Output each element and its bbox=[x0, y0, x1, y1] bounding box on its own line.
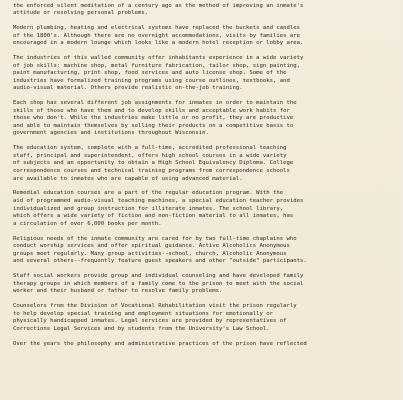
text-line: Counselors from the Division of Vocational Rehabilitation visit the prison regularly bbox=[13, 303, 297, 310]
text-line: to help develop special training and employment situations for emotionally or bbox=[13, 310, 274, 317]
paragraph-education bbox=[13, 145, 403, 183]
text-line: Modern plumbing, heating and electrical systems have replaced the buckets and candles bbox=[13, 24, 301, 31]
text-line: Over the years the philosophy and administrative practices of the prison have reflected bbox=[13, 340, 307, 347]
text-line: worker and their husband or father to resolve family problems. bbox=[13, 288, 223, 295]
text-line: paint manufacturing, print shop, food services and auto license shop. Some of the bbox=[13, 70, 287, 77]
text-line: individualized and group instruction for illiterate inmates. The school library, bbox=[13, 205, 284, 212]
text-line: industries have formalized training programs using course outlines, textbooks, and bbox=[13, 77, 290, 84]
text-line: skills of those who have them and to develop skills and acceptable work habits for bbox=[13, 107, 290, 114]
paragraph-philosophy bbox=[13, 341, 403, 349]
text-line: therapy groups in which members of a family come to the prison to meet with the social bbox=[13, 280, 304, 287]
text-line: which offers a wide variety of fiction and non-fiction material to all inmates, has bbox=[13, 213, 294, 220]
text-line: Remedial education courses are a part of the regular education program. With the bbox=[13, 190, 284, 197]
paragraph-remedial-education bbox=[13, 190, 403, 228]
text-line: encouraged in a modern lounge which looks like a modern hotel reception or lobby area. bbox=[13, 40, 304, 47]
text-line: The education system, complete with a full-time, accredited professional teaching bbox=[13, 145, 287, 152]
text-line: physically handicapped inmates. Legal services are provided by representatives of bbox=[13, 318, 287, 325]
text-line: groups meet regularly. Many group activities--school, church, Alcoholic Anonymous bbox=[13, 250, 287, 257]
text-line: Corrections Legal Services and by students from the University's Law School. bbox=[13, 325, 270, 332]
text-line bbox=[13, 0, 290, 1]
text-line: a circulation of over 6,000 books per month. bbox=[13, 220, 162, 227]
text-line: of the 1800's. Although there are no overnight accommodations, visits by families are bbox=[13, 32, 301, 39]
text-line: those who don't. While the industries make little or no profit, they are productive bbox=[13, 115, 294, 122]
text-line: Religious needs of the inmate community are cared for by two full-time chaplains who bbox=[13, 235, 297, 242]
text-line: staff, principal and superintendent, offers high school courses in a wide variety bbox=[13, 152, 287, 159]
text-line: attitude or resolving personal problems. bbox=[13, 10, 149, 17]
paragraph-religious-needs bbox=[13, 236, 403, 266]
text-line: and several others--frequently feature guest speakers and other "outside" participants. bbox=[13, 258, 307, 265]
paragraph-social-workers bbox=[13, 273, 403, 296]
text-line: correspondence courses and technical training programs from correspondence schools bbox=[13, 168, 290, 175]
paragraph-industries bbox=[13, 55, 403, 93]
paragraph-counseling-intro bbox=[13, 0, 403, 18]
text-line: and able to maintain themselves by selling their products on a competitive basis to bbox=[13, 122, 294, 129]
text-line: are available to inmates who are capable of using advanced material. bbox=[13, 175, 243, 182]
paragraph-facilities bbox=[13, 25, 403, 48]
text-line: Staff social workers provide group and individual counseling and have developed family bbox=[13, 273, 304, 280]
document-body bbox=[13, 0, 403, 348]
paragraph-vocational-rehabilitation bbox=[13, 303, 403, 333]
text-line: of job skills: machine shop, metal furniture fabrication, tailor shop, sign painting, bbox=[13, 62, 301, 69]
text-line: The industries of this walled community offer inhabitants experience in a wide variety bbox=[13, 54, 304, 61]
paragraph-shop-assignments bbox=[13, 100, 403, 138]
text-line: conduct worship services and offer spiritual guidance. Active Alcoholics Anonymous bbox=[13, 243, 290, 250]
text-line: the enforced silent meditation of a century ago as the method of improving an inmate's bbox=[13, 2, 304, 9]
text-line: audio-visual material. Others provide realistic on-the-job training. bbox=[13, 85, 243, 92]
text-line: Each shop has several different job assignments for inmates in order to maintain the bbox=[13, 100, 297, 107]
text-line: aid of programmed audio-visual teaching machines, a special education teacher provides bbox=[13, 198, 304, 204]
text-line: government agencies and institutions throughout Wisconsin. bbox=[13, 130, 209, 137]
text-line: of subjects and an opportunity to obtain a High School Equivalency Diploma. College bbox=[13, 160, 294, 167]
